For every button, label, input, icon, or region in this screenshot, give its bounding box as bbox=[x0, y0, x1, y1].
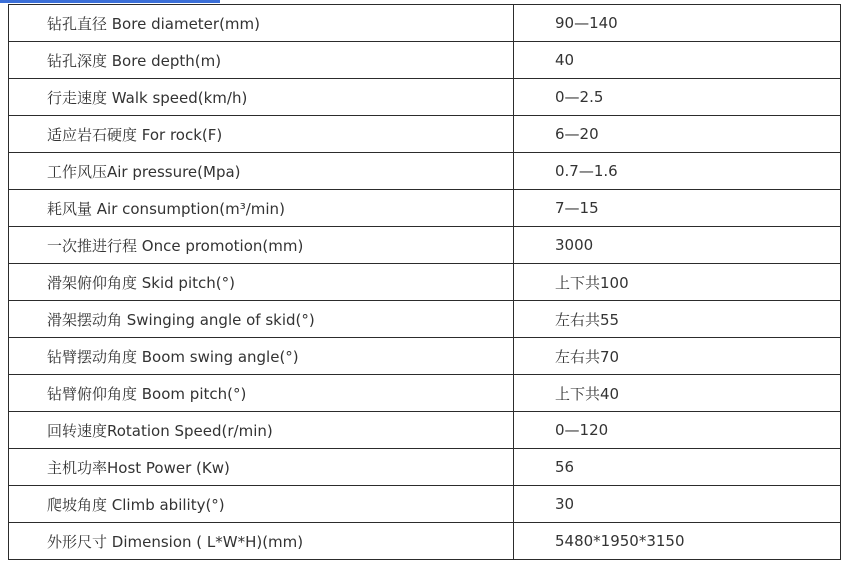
table-row bbox=[9, 412, 841, 449]
value-cell: 0—2.5 bbox=[514, 79, 841, 116]
top-accent-bar bbox=[0, 0, 220, 3]
param-cell: 回转速度Rotation Speed(r/min) bbox=[9, 412, 514, 449]
table-row bbox=[9, 190, 841, 227]
value-cell: 30 bbox=[514, 486, 841, 523]
value-cell: 3000 bbox=[514, 227, 841, 264]
value-cell: 7—15 bbox=[514, 190, 841, 227]
value-cell: 左右共70 bbox=[514, 338, 841, 375]
table-row bbox=[9, 42, 841, 79]
value-cell: 0.7—1.6 bbox=[514, 153, 841, 190]
table-row bbox=[9, 227, 841, 264]
param-cell: 钻孔深度 Bore depth(m) bbox=[9, 42, 514, 79]
value-cell: 6—20 bbox=[514, 116, 841, 153]
param-cell: 适应岩石硬度 For rock(F) bbox=[9, 116, 514, 153]
param-cell: 耗风量 Air consumption(m³/min) bbox=[9, 190, 514, 227]
param-cell: 滑架俯仰角度 Skid pitch(°) bbox=[9, 264, 514, 301]
value-cell: 5480*1950*3150 bbox=[514, 523, 841, 560]
table-row bbox=[9, 5, 841, 42]
value-cell: 0—120 bbox=[514, 412, 841, 449]
value-cell: 90—140 bbox=[514, 5, 841, 42]
table-row bbox=[9, 449, 841, 486]
param-cell: 主机功率Host Power (Kw) bbox=[9, 449, 514, 486]
table-row bbox=[9, 153, 841, 190]
table-row bbox=[9, 523, 841, 560]
param-cell: 钻臂摆动角度 Boom swing angle(°) bbox=[9, 338, 514, 375]
param-cell: 爬坡角度 Climb ability(°) bbox=[9, 486, 514, 523]
param-cell: 行走速度 Walk speed(km/h) bbox=[9, 79, 514, 116]
value-cell: 40 bbox=[514, 42, 841, 79]
table-row bbox=[9, 486, 841, 523]
table-row bbox=[9, 79, 841, 116]
table-row bbox=[9, 116, 841, 153]
spec-table bbox=[8, 4, 841, 560]
table-row bbox=[9, 375, 841, 412]
param-cell: 钻孔直径 Bore diameter(mm) bbox=[9, 5, 514, 42]
param-cell: 工作风压Air pressure(Mpa) bbox=[9, 153, 514, 190]
table-row bbox=[9, 338, 841, 375]
value-cell: 左右共55 bbox=[514, 301, 841, 338]
param-cell: 钻臂俯仰角度 Boom pitch(°) bbox=[9, 375, 514, 412]
param-cell: 滑架摆动角 Swinging angle of skid(°) bbox=[9, 301, 514, 338]
param-cell: 一次推进行程 Once promotion(mm) bbox=[9, 227, 514, 264]
param-cell: 外形尺寸 Dimension ( L*W*H)(mm) bbox=[9, 523, 514, 560]
value-cell: 上下共40 bbox=[514, 375, 841, 412]
value-cell: 56 bbox=[514, 449, 841, 486]
value-cell: 上下共100 bbox=[514, 264, 841, 301]
table-row bbox=[9, 301, 841, 338]
table-row bbox=[9, 264, 841, 301]
